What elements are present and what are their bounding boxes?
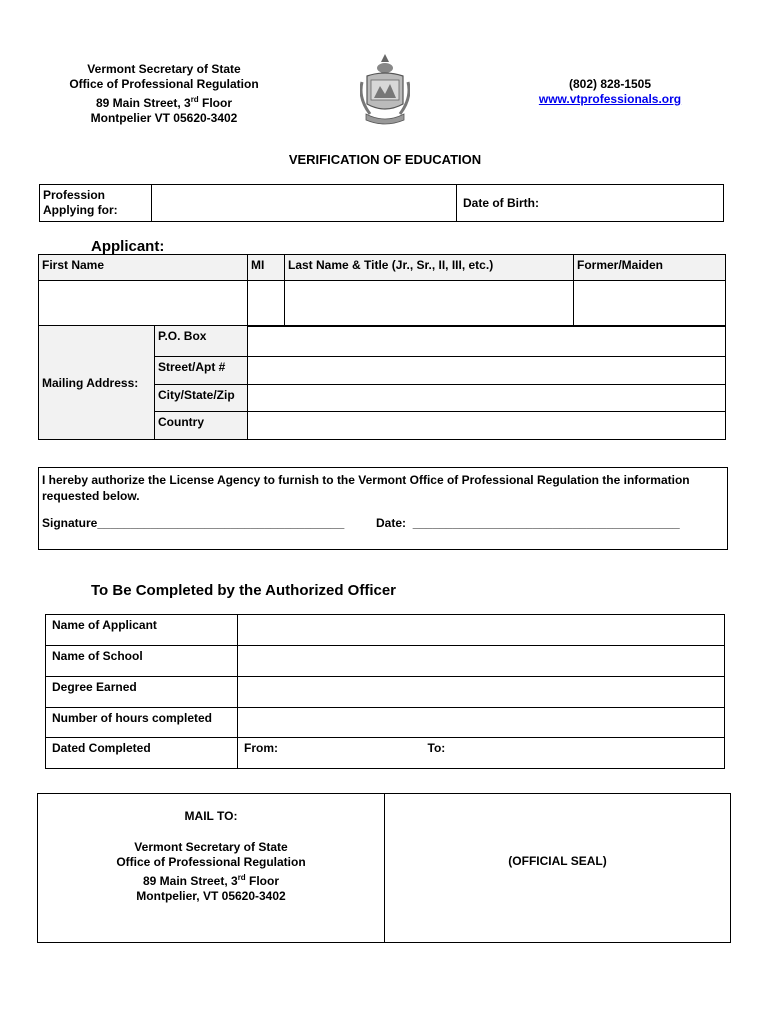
hours-completed-field[interactable] <box>238 708 725 738</box>
degree-earned-label: Degree Earned <box>46 677 238 708</box>
applicant-name-table <box>38 254 726 327</box>
profession-field[interactable] <box>152 185 457 222</box>
official-seal-area: (OFFICIAL SEAL) <box>508 854 607 868</box>
agency-name: Vermont Secretary of State <box>87 62 241 76</box>
city-state-zip-label: City/State/Zip <box>155 385 248 412</box>
name-of-applicant-label: Name of Applicant <box>46 615 238 646</box>
profession-label: Profession Applying for: <box>40 185 152 222</box>
city-state-zip-field[interactable] <box>248 385 726 412</box>
officer-section-heading: To Be Completed by the Authorized Officer <box>91 582 397 599</box>
first-name-header: First Name <box>39 255 248 281</box>
signature-field[interactable]: Signature_____________________________________ <box>42 516 345 530</box>
applicant-heading: Applicant: <box>91 238 165 255</box>
country-label: Country <box>155 412 248 440</box>
phone-number: (802) 828-1505 <box>568 77 652 91</box>
name-of-applicant-field[interactable] <box>238 615 725 646</box>
name-of-school-label: Name of School <box>46 646 238 677</box>
mail-to-heading: MAIL TO: <box>184 809 238 823</box>
former-maiden-field[interactable] <box>574 281 726 327</box>
website-link[interactable]: www.vtprofessionals.org <box>538 92 682 106</box>
profession-table <box>39 184 724 222</box>
mi-header: MI <box>248 255 285 281</box>
officer-table <box>45 614 725 769</box>
degree-earned-field[interactable] <box>238 677 725 708</box>
office-street: 89 Main Street, 3rd Floor <box>95 95 233 110</box>
po-box-label: P.O. Box <box>155 326 248 357</box>
street-apt-field[interactable] <box>248 357 726 385</box>
date-completed-label: Dated Completed <box>46 738 238 769</box>
mail-to-address: Vermont Secretary of State Office of Professional Regulation 89 Main Street, 3rd Floor Montpelier, VT 05620-3402 <box>116 840 306 903</box>
authorization-text: I hereby authorize the License Agency to furnish to the Vermont Office of Professional Regulation the information requested below. <box>42 473 690 503</box>
date-to-field[interactable]: To: <box>425 738 725 769</box>
vermont-seal-icon <box>360 52 410 128</box>
authorization-box <box>38 467 728 550</box>
contact-block <box>520 77 700 107</box>
country-field[interactable] <box>248 412 726 440</box>
first-name-field[interactable] <box>39 281 248 327</box>
mailing-address-table <box>38 325 726 440</box>
agency-address-block <box>55 62 273 126</box>
mailing-address-label: Mailing Address: <box>39 326 155 440</box>
mail-to-box <box>37 793 731 943</box>
date-from-field[interactable]: From: <box>238 738 425 769</box>
last-name-header: Last Name & Title (Jr., Sr., II, III, etc.) <box>285 255 574 281</box>
office-city: Montpelier VT 05620-3402 <box>90 111 238 125</box>
page-title: VERIFICATION OF EDUCATION <box>288 152 482 167</box>
office-name: Office of Professional Regulation <box>69 77 259 91</box>
authorization-date-field[interactable]: Date: ________________________________________ <box>376 516 680 530</box>
po-box-field[interactable] <box>248 326 726 357</box>
name-of-school-field[interactable] <box>238 646 725 677</box>
mi-field[interactable] <box>248 281 285 327</box>
last-name-field[interactable] <box>285 281 574 327</box>
street-apt-label: Street/Apt # <box>155 357 248 385</box>
date-of-birth-field[interactable]: Date of Birth: <box>457 185 724 222</box>
former-maiden-header: Former/Maiden <box>574 255 726 281</box>
hours-completed-label: Number of hours completed <box>46 708 238 738</box>
